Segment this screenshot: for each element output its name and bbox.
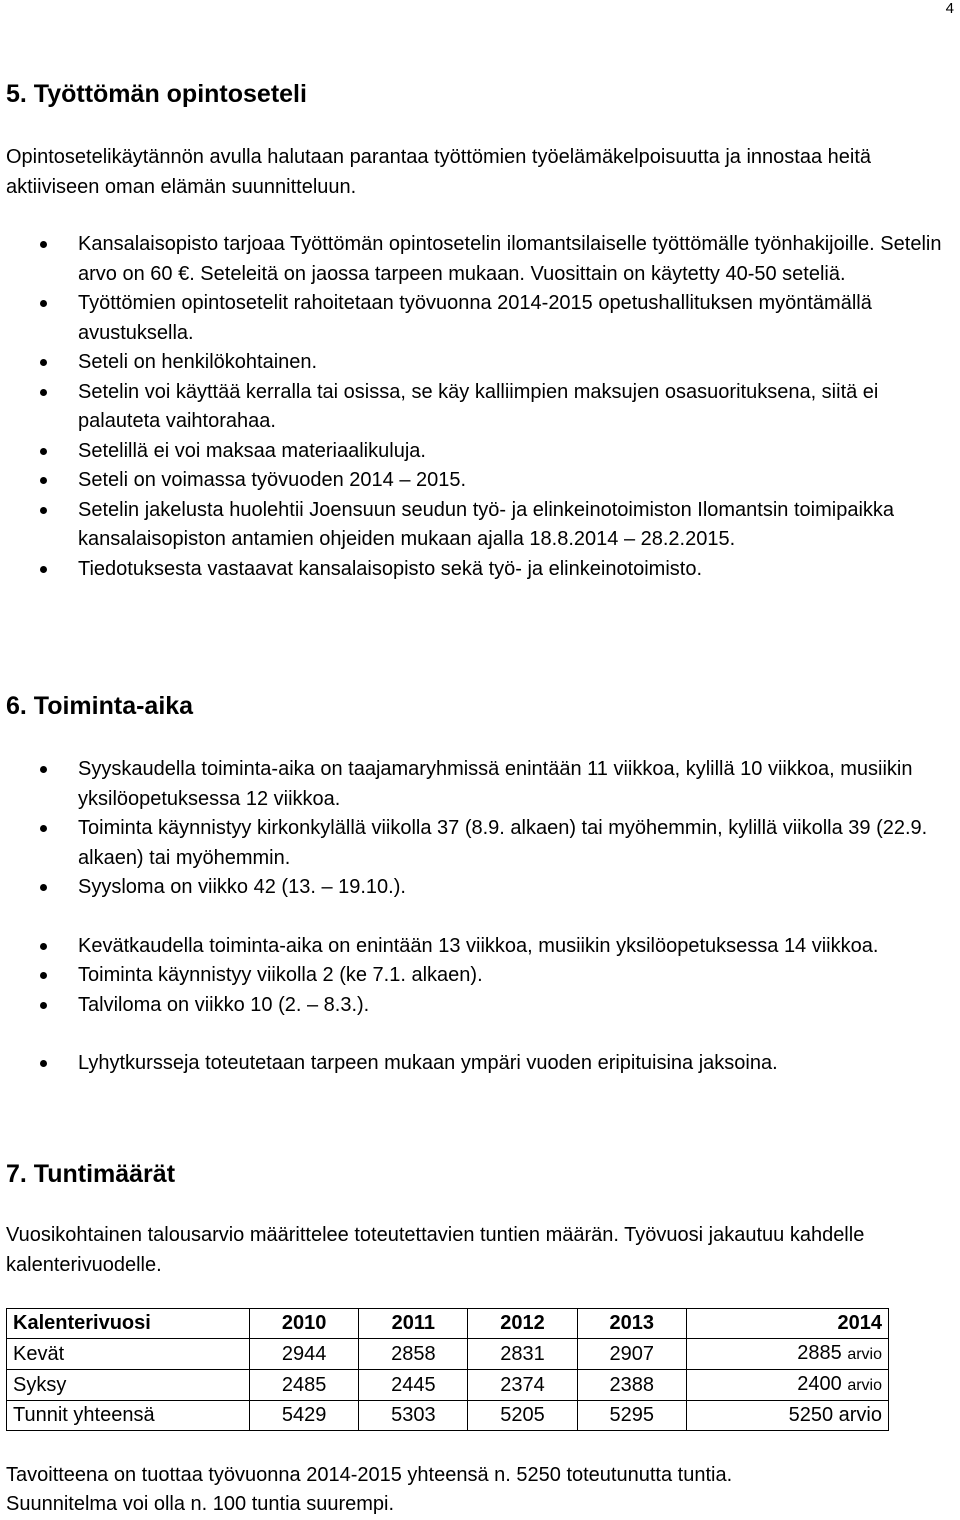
list-item: Seteli on henkilökohtainen. xyxy=(0,348,960,378)
bullet-icon xyxy=(40,884,47,891)
list-item: Kansalaisopisto tarjoaa Työttömän opintosetelin ilomantsilaiselle työttömälle työnhakijoille. Setelin arvo on 60 €. Seteleitä on jaossa tarpeen mukaan. Vuosittain on käytetty 40-50 seteliä. xyxy=(0,230,960,289)
estimate-note: arvio xyxy=(847,1346,882,1363)
table-cell: 2388 xyxy=(577,1370,686,1401)
section-6-title: 6. Toiminta-aika xyxy=(6,692,194,720)
bullet-icon xyxy=(40,448,47,455)
list-item: Talviloma on viikko 10 (2. – 8.3.). xyxy=(0,991,960,1021)
bullet-icon xyxy=(40,766,47,773)
page-number: 4 xyxy=(945,0,954,17)
bullet-icon xyxy=(40,359,47,366)
table-cell: 2907 xyxy=(577,1339,686,1370)
section-6-list xyxy=(0,755,960,1079)
table-cell: 2400 arvio xyxy=(686,1370,888,1401)
section-7-intro: Vuosikohtainen talousarvio määrittelee toteutettavien tuntien määrän. Työvuosi jakautuu kahdelle kalenterivuodelle. xyxy=(6,1224,865,1276)
hours-table xyxy=(6,1308,889,1431)
list-item: Tiedotuksesta vastaavat kansalaisopisto sekä työ- ja elinkeinotoimisto. xyxy=(0,555,960,585)
list-item: Setelin voi käyttää kerralla tai osissa, se käy kalliimpien maksujen osasuorituksena, siitä ei palauteta vaihtorahaa. xyxy=(0,378,960,437)
list-item: Työttömien opintosetelit rahoitetaan työvuonna 2014-2015 opetushallituksen myöntämällä avustuksella. xyxy=(0,289,960,348)
section-5-title: 5. Työttömän opintoseteli xyxy=(6,80,307,108)
table-row xyxy=(7,1339,889,1370)
table-header-row xyxy=(7,1309,889,1339)
table-cell: 2885 arvio xyxy=(686,1339,888,1370)
bullet-icon xyxy=(40,566,47,573)
table-cell: 2944 xyxy=(250,1339,359,1370)
target-text: Tavoitteena on tuottaa työvuonna 2014-2015 yhteensä n. 5250 toteutunutta tuntia. xyxy=(6,1464,733,1486)
list-item: Kevätkaudella toiminta-aika on enintään 13 viikkoa, musiikin yksilöopetuksessa 14 viikkoa. xyxy=(0,932,960,962)
section-5-intro: Opintosetelikäytännön avulla halutaan parantaa työttömien työelämäkelpoisuutta ja innostaa heitä aktiiviseen oman elämän suunnitteluun. xyxy=(6,146,872,198)
table-row xyxy=(7,1370,889,1401)
bullet-icon xyxy=(40,943,47,950)
list-item: Seteli on voimassa työvuoden 2014 – 2015. xyxy=(0,466,960,496)
bullet-icon xyxy=(40,241,47,248)
bullet-icon xyxy=(40,972,47,979)
list-item: Setelin jakelusta huolehtii Joensuun seudun työ- ja elinkeinotoimiston Ilomantsin toimipaikka kansalaisopiston antamien ohjeiden mukaan ajalla 18.8.2014 – 28.2.2015. xyxy=(0,496,960,555)
table-cell: 5295 xyxy=(577,1401,686,1431)
list-item: Syysloma on viikko 42 (13. – 19.10.). xyxy=(0,873,960,903)
estimate-note: arvio xyxy=(847,1377,882,1394)
table-header-cell: Kalenterivuosi xyxy=(7,1309,250,1339)
bullet-icon xyxy=(40,1002,47,1009)
bullet-icon xyxy=(40,477,47,484)
table-header-cell: 2014 xyxy=(686,1309,888,1339)
list-item: Syyskaudella toiminta-aika on taajamaryhmissä enintään 11 viikkoa, kylillä 10 viikkoa, musiikin yksilöopetuksessa 12 viikkoa. xyxy=(0,755,960,814)
table-row xyxy=(7,1401,889,1431)
table-cell: 2445 xyxy=(359,1370,468,1401)
table-header-cell: 2011 xyxy=(359,1309,468,1339)
bullet-icon xyxy=(40,1060,47,1067)
table-cell: 5303 xyxy=(359,1401,468,1431)
table-cell: 2374 xyxy=(468,1370,577,1401)
list-item: Toiminta käynnistyy kirkonkylällä viikolla 37 (8.9. alkaen) tai myöhemmin, kylillä viikolla 39 (22.9. alkaen) tai myöhemmin. xyxy=(0,814,960,873)
table-cell: Tunnit yhteensä xyxy=(7,1401,250,1431)
section-5-list xyxy=(0,230,960,584)
table-cell: Syksy xyxy=(7,1370,250,1401)
list-item: Lyhytkursseja toteutetaan tarpeen mukaan ympäri vuoden eripituisina jaksoina. xyxy=(0,1049,960,1079)
table-cell: 5205 xyxy=(468,1401,577,1431)
bullet-icon xyxy=(40,389,47,396)
table-header-cell: 2013 xyxy=(577,1309,686,1339)
table-cell: Kevät xyxy=(7,1339,250,1370)
bullet-icon xyxy=(40,507,47,514)
list-item: Setelillä ei voi maksaa materiaalikuluja. xyxy=(0,437,960,467)
table-header-cell: 2010 xyxy=(250,1309,359,1339)
table-cell: 5250 arvio xyxy=(686,1401,888,1431)
plan-text: Suunnitelma voi olla n. 100 tuntia suurempi. xyxy=(6,1493,395,1515)
table-header-cell: 2012 xyxy=(468,1309,577,1339)
section-7-title: 7. Tuntimäärät xyxy=(6,1160,176,1188)
table-cell: 2831 xyxy=(468,1339,577,1370)
table-cell: 2858 xyxy=(359,1339,468,1370)
bullet-icon xyxy=(40,825,47,832)
list-item: Toiminta käynnistyy viikolla 2 (ke 7.1. alkaen). xyxy=(0,961,960,991)
bullet-icon xyxy=(40,300,47,307)
table-cell: 2485 xyxy=(250,1370,359,1401)
table-cell: 5429 xyxy=(250,1401,359,1431)
